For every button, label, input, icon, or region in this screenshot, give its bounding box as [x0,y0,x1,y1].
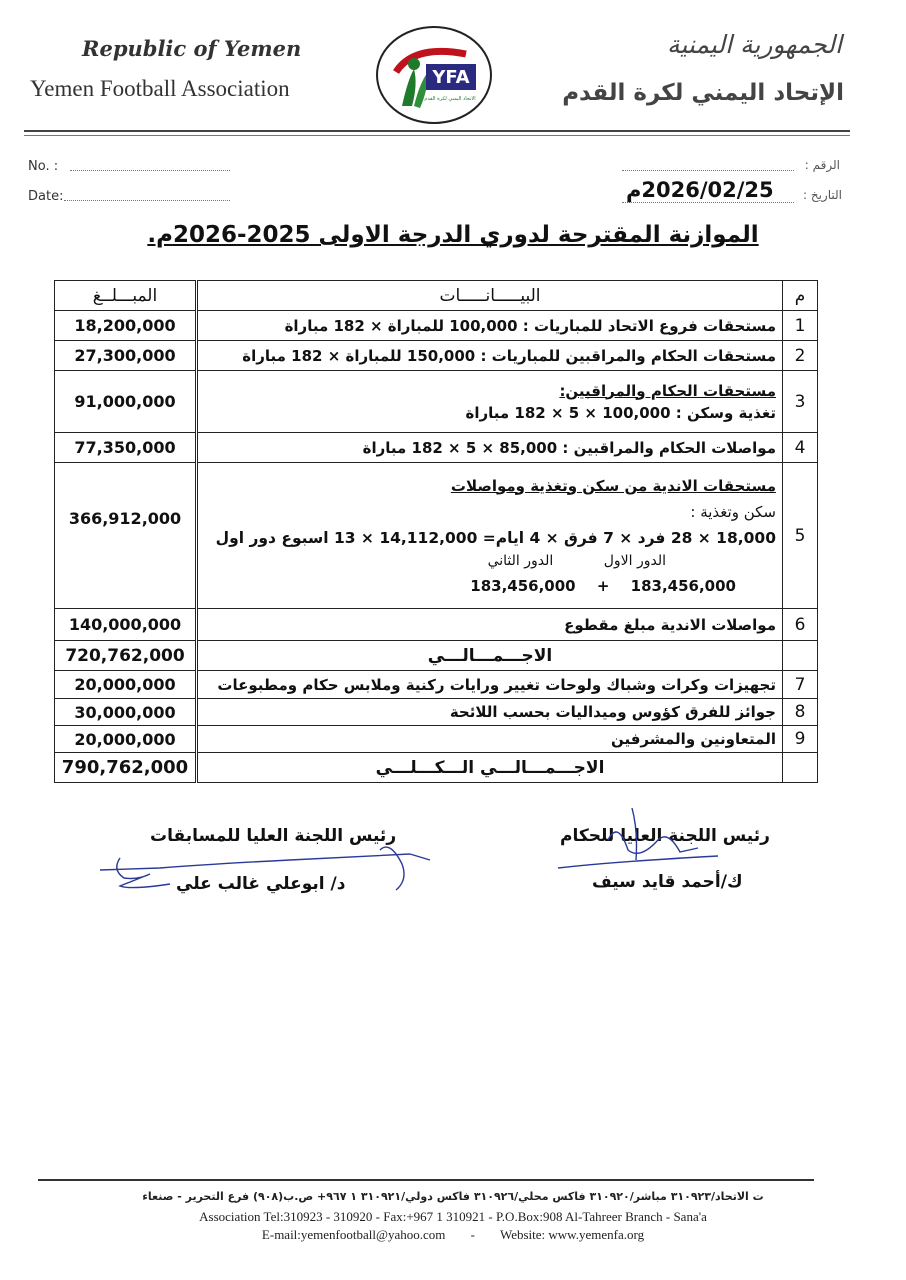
row-description: جوائز للفرق كؤوس وميداليات بحسب اللائحة [197,699,783,726]
arabic-date-label: التاريخ : [802,188,842,202]
footer-email: E-mail:yemenfootball@yahoo.com [261,1227,446,1242]
no-field [70,160,230,171]
row-number: 2 [783,341,818,371]
english-republic-name: Republic of Yemen [82,36,302,61]
row-description-title: مستحقات الحكام والمراقبين: [559,381,776,400]
right-signatory-title: رئيس اللجنة العليا للحكام [560,826,770,846]
row-description: مواصلات الحكام والمراقبين : 85,000 × 5 × 182 مباراة [197,433,783,463]
round-values [204,577,736,595]
row-number: 4 [783,433,818,463]
row-amount: 366,912,000 [55,463,197,609]
header-description: البيـــــانـــــات [197,281,783,311]
row-description-detail: تغذية وسكن : 100,000 × 5 × 182 مباراة [465,403,776,422]
table-row [55,609,818,641]
grand-total-amount: 790,762,000 [55,753,197,783]
left-signatory-title: رئيس اللجنة العليا للمسابقات [150,826,397,846]
round-1-label: الدور الاول [603,552,666,569]
table-row [55,699,818,726]
footer-divider [38,1179,814,1181]
round-1-value: 183,456,000 [630,576,736,595]
document-title [0,222,906,248]
right-signature-scribble [548,800,748,880]
arabic-association-name: الإتحاد اليمني لكرة القدم [562,80,844,106]
row-description [197,371,783,433]
row-description: المتعاونين والمشرفين [197,726,783,753]
row-number: 5 [783,463,818,609]
round-2-label: الدور الثاني [487,552,554,569]
grand-total-spacer [783,753,818,783]
round-labels [204,553,776,569]
footer-separator: - [470,1227,475,1242]
footer-arabic-contact: ت الاتحاد/٣١٠٩٢٣ مباشر/٣١٠٩٢٠ فاكس محلي/٣١٠٩٢٦ فاكس دولي/٣١٠٩٢١ ١ ٩٦٧+ ص.ب(٩٠٨) فرع التحرير - صنعاء [142,1190,764,1203]
row-number: 3 [783,371,818,433]
row-amount: 77,350,000 [55,433,197,463]
footer-english-contact: Association Tel:310923 - 310920 - Fax:+967 1 310921 - P.O.Box:908 Al-Tahreer Branch - Sana'a [199,1209,707,1224]
row-description-calculation: 18,000 × 28 فرد × 7 فرق × 4 ايام= 14,112,000 × 13 اسبوع دور اول [215,528,776,547]
table-row [55,341,818,371]
row-amount: 20,000,000 [55,671,197,699]
table-header-row [55,281,818,311]
arabic-no-field [622,160,794,171]
table-row [55,463,818,609]
logo-text: YFA [432,67,470,88]
row-description: مواصلات الاندية مبلغ مقطوع [197,609,783,641]
header-amount: المبـــلــغ [55,281,197,311]
row-description: مستحقات فروع الاتحاد للمباريات : 100,000 للمباراة × 182 مباراة [197,311,783,341]
date-value: 2026/02/25م [626,178,774,202]
row-amount: 30,000,000 [55,699,197,726]
table-row [55,671,818,699]
arabic-republic-name: الجمهورية اليمنية [666,30,842,59]
grand-total-label: الاجـــمـــالـــي الـــكـــلـــي [197,753,783,783]
row-description [197,463,783,609]
header-divider [24,130,850,132]
row-description: تجهيزات وكرات وشباك ولوحات تغيير ورايات ركنية وملابس حكام ومطبوعات [197,671,783,699]
row-amount: 91,000,000 [55,371,197,433]
row-number: 6 [783,609,818,641]
row-amount: 18,200,000 [55,311,197,341]
subtotal-amount: 720,762,000 [55,641,197,671]
round-2-value: 183,456,000 [470,576,576,595]
no-label: No. : [28,159,59,174]
table-row [55,371,818,433]
row-amount: 20,000,000 [55,726,197,753]
left-signatory-name: د/ ابوعلي غالب علي [176,874,346,894]
english-association-name: Yemen Football Association [30,76,290,101]
logo-subtext: الاتحاد اليمني لكرة القدم [424,96,476,102]
grand-total-row [55,753,818,783]
row-description-subtitle: سكن وتغذية : [690,502,776,521]
arabic-no-label: الرقم : [804,158,840,172]
date-label: Date: [28,189,64,204]
subtotal-row [55,641,818,671]
row-description-title: مستحقات الاندية من سكن وتغذية ومواصلات [450,476,776,495]
table-row [55,311,818,341]
row-number: 8 [783,699,818,726]
footer-website: Website: www.yemenfa.org [499,1227,645,1242]
table-row [55,433,818,463]
row-description: مستحقات الحكام والمراقبين للمباريات : 150,000 للمباراة × 182 مباراة [197,341,783,371]
table-row [55,726,818,753]
subtotal-spacer [783,641,818,671]
budget-table [54,280,818,783]
row-number: 9 [783,726,818,753]
row-amount: 27,300,000 [55,341,197,371]
row-number: 1 [783,311,818,341]
yfa-logo [374,24,494,126]
row-number: 7 [783,671,818,699]
plus-sign: + [596,576,610,595]
row-amount: 140,000,000 [55,609,197,641]
right-signatory-name: ك/أحمد قايد سيف [592,872,743,892]
footer-web-line [0,1227,906,1243]
header-divider-thin [24,135,850,136]
left-signature-scribble [90,830,450,900]
document-title-text: الموازنة المقترحة لدوري الدرجة الاولى 2025-2026م. [147,222,759,248]
date-field [64,190,230,201]
header-num: م [783,281,818,311]
subtotal-label: الاجـــمـــالـــي [197,641,783,671]
